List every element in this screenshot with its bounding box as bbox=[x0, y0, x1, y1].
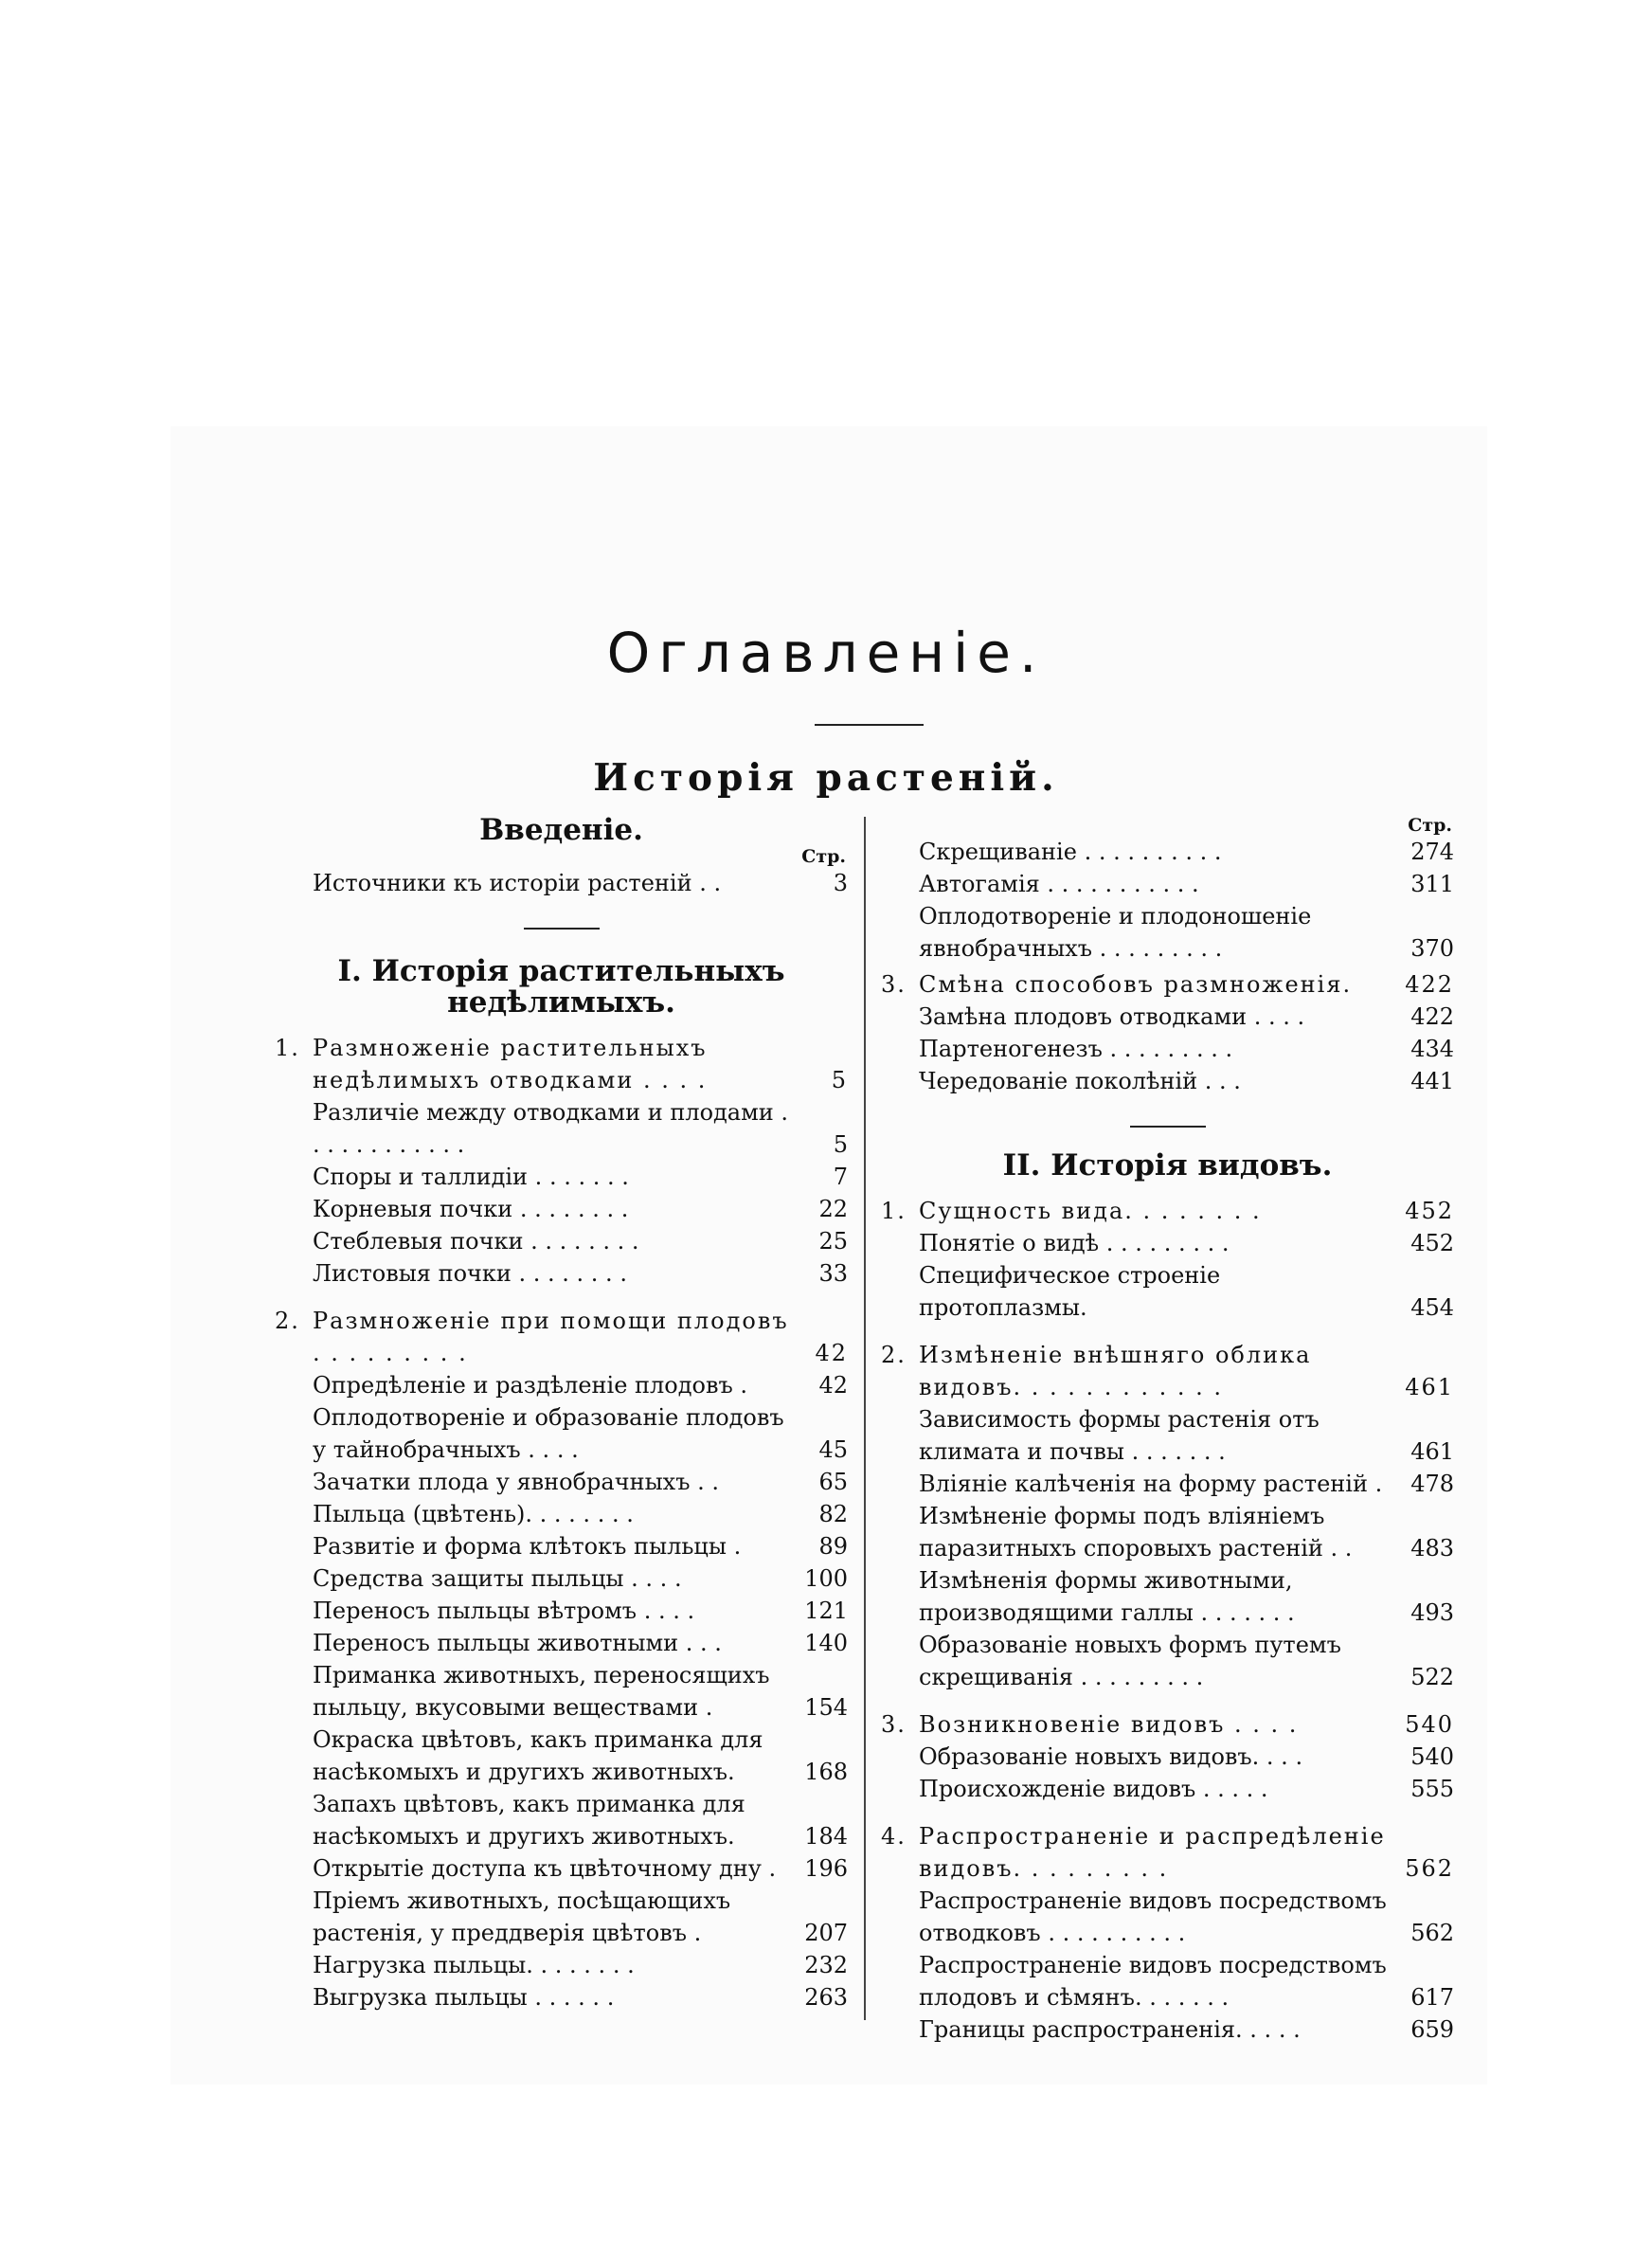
toc-entry bbox=[881, 1403, 1454, 1468]
section-1-heading bbox=[275, 956, 848, 1019]
toc-entry-title: Оплодотвореніе и плодоношеніе явнобрачныхъ . . . . . . . . . bbox=[919, 903, 1312, 962]
right-top-list bbox=[881, 836, 1454, 965]
toc-entry bbox=[275, 1724, 848, 1788]
toc-entry-page: 493 bbox=[1410, 1599, 1454, 1626]
toc-entry bbox=[275, 1193, 848, 1225]
toc-entry-title: Переносъ пыльцы животными . . . bbox=[313, 1630, 722, 1656]
toc-entry-number: 2. bbox=[275, 1308, 300, 1334]
toc-entry-title: Различіе между отводками и плодами . . . . . . . . . . . . bbox=[313, 1099, 789, 1158]
toc-entry-page: 82 bbox=[818, 1501, 848, 1527]
toc-entry bbox=[881, 836, 1454, 868]
toc-entry-page: 483 bbox=[1410, 1535, 1454, 1562]
intro-heading: Введеніе. bbox=[479, 813, 643, 847]
toc-entry-title: Приманка животныхъ, переносящихъ пыльцу, вкусовыми веществами . bbox=[313, 1662, 770, 1721]
toc-entry-number: 2. bbox=[881, 1342, 907, 1368]
toc-entry-page: 207 bbox=[804, 1920, 848, 1946]
toc-entry-page: 434 bbox=[1410, 1036, 1454, 1062]
toc-entry bbox=[881, 1741, 1454, 1773]
toc-entry bbox=[881, 900, 1454, 965]
toc-entry-page: 154 bbox=[804, 1694, 848, 1721]
toc-entry-page: 454 bbox=[1410, 1294, 1454, 1321]
title-rule bbox=[815, 724, 924, 726]
toc-entry-title: Распространеніе видовъ посредствомъ отводковъ . . . . . . . . . . bbox=[919, 1887, 1387, 1946]
toc-entry bbox=[881, 1195, 1454, 1227]
toc-entry-page: 441 bbox=[1410, 1068, 1454, 1094]
right-group-3 bbox=[881, 968, 1454, 1097]
toc-entry-page: 422 bbox=[1405, 971, 1454, 998]
intro-list bbox=[275, 867, 848, 899]
toc-entry-title: Границы распространенія. . . . . bbox=[919, 2016, 1301, 2043]
toc-entry-title: Пыльца (цвѣтень). . . . . . . . bbox=[313, 1501, 634, 1527]
toc-entry-title: Смѣна способовъ размноженія. bbox=[919, 971, 1353, 998]
toc-entry-title: Запахъ цвѣтовъ, какъ приманка для насѣкомыхъ и другихъ животныхъ. bbox=[313, 1791, 745, 1850]
toc-entry-page: 25 bbox=[818, 1228, 848, 1255]
toc-entry-page: 7 bbox=[833, 1164, 848, 1190]
toc-entry-page: 121 bbox=[804, 1598, 848, 1624]
toc-entry-page: 232 bbox=[804, 1952, 848, 1978]
toc-entry bbox=[881, 1001, 1454, 1033]
page-column-label: Стр. bbox=[801, 846, 846, 867]
toc-entry bbox=[881, 1820, 1454, 1885]
toc-entry-title: Стеблевыя почки . . . . . . . . bbox=[313, 1228, 639, 1255]
toc-entry bbox=[275, 1466, 848, 1498]
toc-entry-page: 555 bbox=[1410, 1776, 1454, 1802]
toc-entry-title: Оплодотвореніе и образованіе плодовъ у тайнобрачныхъ . . . . bbox=[313, 1404, 784, 1463]
toc-entry bbox=[275, 1032, 848, 1096]
toc-entry-page: 89 bbox=[818, 1533, 848, 1560]
page-title: Оглавленіе. bbox=[606, 621, 1046, 685]
toc-entry-title: Происхожденіе видовъ . . . . . bbox=[919, 1776, 1268, 1802]
toc-entry-page: 562 bbox=[1405, 1855, 1454, 1882]
section-1-heading-line1: I. Исторія растительныхъ bbox=[337, 954, 785, 988]
toc-entry bbox=[881, 1629, 1454, 1693]
page-column-label-right: Стр. bbox=[1408, 815, 1452, 836]
toc-entry-page: 263 bbox=[804, 1984, 848, 2011]
toc-entry bbox=[881, 1773, 1454, 1805]
toc-entry-title: Распространеніе видовъ посредствомъ плодовъ и сѣмянъ. . . . . . . bbox=[919, 1952, 1387, 2011]
toc-entry-page: 540 bbox=[1410, 1743, 1454, 1770]
toc-entry-title: Окраска цвѣтовъ, какъ приманка для насѣкомыхъ и другихъ животныхъ. bbox=[313, 1726, 763, 1785]
toc-entry bbox=[275, 1257, 848, 1290]
toc-entry bbox=[275, 1627, 848, 1659]
toc-entry-title: Размноженіе растительныхъ недѣлимыхъ отводками . . . . bbox=[313, 1035, 708, 1093]
toc-entry-title: Замѣна плодовъ отводками . . . . bbox=[919, 1003, 1305, 1030]
toc-entry bbox=[275, 1161, 848, 1193]
toc-entry-title: Выгрузка пыльцы . . . . . . bbox=[313, 1984, 615, 2011]
toc-entry-page: 311 bbox=[1410, 871, 1454, 897]
toc-entry-title: Образованіе новыхъ видовъ. . . . bbox=[919, 1743, 1303, 1770]
toc-entry-title: Возникновеніе видовъ . . . . bbox=[919, 1711, 1299, 1738]
toc-entry-title: Специфическое строеніе протоплазмы. bbox=[919, 1262, 1221, 1321]
toc-entry bbox=[275, 1401, 848, 1466]
toc-entry bbox=[275, 1096, 848, 1161]
toc-entry bbox=[275, 1885, 848, 1949]
right-groups bbox=[881, 1195, 1454, 2046]
toc-entry bbox=[881, 1259, 1454, 1324]
toc-entry-title: Листовыя почки . . . . . . . . bbox=[313, 1260, 627, 1287]
toc-entry-title: Скрещиваніе . . . . . . . . . . bbox=[919, 839, 1222, 865]
toc-entry-title: Средства защиты пыльцы . . . . bbox=[313, 1565, 682, 1592]
column-divider bbox=[864, 817, 866, 2020]
toc-entry-page: 65 bbox=[818, 1469, 848, 1495]
toc-entry-page: 461 bbox=[1405, 1374, 1454, 1400]
toc-entry-title: Измѣненія формы животными, производящими галлы . . . . . . . bbox=[919, 1567, 1295, 1626]
section-1-heading-line2: недѣлимыхъ. bbox=[447, 985, 675, 1020]
toc-entry-page: 370 bbox=[1410, 935, 1454, 962]
toc-entry-page: 33 bbox=[818, 1260, 848, 1287]
toc-entry-title: Пріемъ животныхъ, посѣщающихъ растенія, у преддверія цвѣтовъ . bbox=[313, 1887, 731, 1946]
toc-entry bbox=[881, 1949, 1454, 2013]
toc-entry bbox=[881, 1065, 1454, 1097]
toc-entry-title: Измѣненіе формы подъ вліяніемъ паразитныхъ споровыхъ растеній . . bbox=[919, 1503, 1353, 1562]
toc-entry-page: 196 bbox=[804, 1855, 848, 1882]
toc-entry-page: 562 bbox=[1410, 1920, 1454, 1946]
toc-entry-page: 659 bbox=[1410, 2016, 1454, 2043]
toc-entry bbox=[275, 1305, 848, 1369]
toc-entry-page: 22 bbox=[818, 1196, 848, 1222]
toc-entry-title: Чередованіе поколѣній . . . bbox=[919, 1068, 1241, 1094]
toc-entry bbox=[881, 1339, 1454, 1403]
right-column bbox=[881, 815, 1454, 2046]
toc-entry bbox=[881, 1885, 1454, 1949]
toc-entry-number: 4. bbox=[881, 1823, 907, 1850]
toc-entry-page: 45 bbox=[818, 1436, 848, 1463]
toc-entry-title: Переносъ пыльцы вѣтромъ . . . . bbox=[313, 1598, 695, 1624]
left-groups bbox=[275, 1032, 848, 2013]
toc-entry-title: Источники къ исторіи растеній . . bbox=[313, 870, 722, 896]
toc-entry-number: 3. bbox=[881, 971, 907, 998]
toc-entry-page: 540 bbox=[1405, 1711, 1454, 1738]
part-title: Исторія растеній. bbox=[593, 756, 1059, 800]
toc-entry bbox=[881, 1033, 1454, 1065]
toc-group bbox=[881, 1339, 1454, 1693]
toc-entry-title: Распространеніе и распредѣленіе видовъ. . . . . . . . . bbox=[919, 1823, 1386, 1882]
toc-entry-page: 168 bbox=[804, 1759, 848, 1785]
toc-entry bbox=[275, 1530, 848, 1562]
toc-entry bbox=[881, 1227, 1454, 1259]
toc-entry bbox=[881, 868, 1454, 900]
toc-entry-title: Нагрузка пыльцы. . . . . . . . bbox=[313, 1952, 635, 1978]
toc-entry-title: Опредѣленіе и раздѣленіе плодовъ . bbox=[313, 1372, 747, 1399]
left-column bbox=[275, 815, 848, 2013]
toc-entry-title: Партеногенезъ . . . . . . . . . bbox=[919, 1036, 1233, 1062]
toc-entry-page: 422 bbox=[1410, 1003, 1454, 1030]
toc-entry bbox=[275, 1788, 848, 1852]
toc-entry-page: 274 bbox=[1410, 839, 1454, 865]
toc-entry-page: 3 bbox=[833, 870, 848, 896]
toc-entry bbox=[275, 1595, 848, 1627]
toc-entry-number: 3. bbox=[881, 1711, 907, 1738]
toc-entry-title: Развитіе и форма клѣтокъ пыльцы . bbox=[313, 1533, 742, 1560]
toc-entry-page: 522 bbox=[1410, 1664, 1454, 1690]
toc-entry bbox=[275, 1659, 848, 1724]
toc-group bbox=[881, 1708, 1454, 1805]
toc-entry-page: 42 bbox=[815, 1340, 848, 1366]
toc-entry bbox=[881, 1708, 1454, 1741]
toc-entry-title: Зависимость формы растенія отъ климата и почвы . . . . . . . bbox=[919, 1406, 1320, 1465]
toc-entry-title: Открытіе доступа къ цвѣточному дну . bbox=[313, 1855, 777, 1882]
toc-entry-title: Сущность вида. . . . . . . . bbox=[919, 1198, 1262, 1224]
toc-entry-page: 42 bbox=[818, 1372, 848, 1399]
toc-entry bbox=[881, 2013, 1454, 2046]
toc-entry-title: Автогамія . . . . . . . . . . . bbox=[919, 871, 1199, 897]
toc-entry-page: 452 bbox=[1410, 1230, 1454, 1256]
toc-entry bbox=[275, 1369, 848, 1401]
toc-entry bbox=[275, 1949, 848, 1981]
toc-entry-page: 617 bbox=[1410, 1984, 1454, 2011]
toc-entry-number: 1. bbox=[275, 1035, 300, 1061]
toc-entry-page: 461 bbox=[1410, 1438, 1454, 1465]
toc-entry bbox=[881, 1564, 1454, 1629]
toc-entry-title: Споры и таллидіи . . . . . . . bbox=[313, 1164, 629, 1190]
toc-entry-number: 1. bbox=[881, 1198, 907, 1224]
toc-entry-page: 452 bbox=[1405, 1198, 1454, 1224]
toc-entry bbox=[881, 1468, 1454, 1500]
toc-entry bbox=[275, 1498, 848, 1530]
toc-group bbox=[881, 1820, 1454, 2046]
toc-entry-title: Размноженіе при помощи плодовъ . . . . . . . . . bbox=[313, 1308, 789, 1366]
toc-entry bbox=[275, 1562, 848, 1595]
toc-entry-page: 140 bbox=[804, 1630, 848, 1656]
toc-entry-title: Образованіе новыхъ формъ путемъ скрещиванія . . . . . . . . . bbox=[919, 1632, 1341, 1690]
toc-entry-page: 184 bbox=[804, 1823, 848, 1850]
toc-entry-title: Измѣненіе внѣшняго облика видовъ. . . . . . . . . . . . bbox=[919, 1342, 1312, 1400]
toc-entry-title: Понятіе о видѣ . . . . . . . . . bbox=[919, 1230, 1230, 1256]
toc-entry-page: 5 bbox=[831, 1067, 848, 1093]
toc-group bbox=[881, 1195, 1454, 1324]
toc-group bbox=[275, 1032, 848, 1290]
toc-entry-page: 100 bbox=[804, 1565, 848, 1592]
toc-entry bbox=[881, 968, 1454, 1001]
toc-entry bbox=[275, 1852, 848, 1885]
toc-entry-title: Корневыя почки . . . . . . . . bbox=[313, 1196, 629, 1222]
toc-entry-title: Вліяніе калѣченія на форму растеній . bbox=[919, 1471, 1383, 1497]
toc-entry-page: 478 bbox=[1410, 1471, 1454, 1497]
toc-entry-title: Зачатки плода у явнобрачныхъ . . bbox=[313, 1469, 719, 1495]
toc-entry bbox=[275, 1981, 848, 2013]
toc-entry bbox=[275, 1225, 848, 1257]
toc-entry-page: 5 bbox=[833, 1131, 848, 1158]
toc-group bbox=[275, 1305, 848, 2013]
toc-entry bbox=[881, 1500, 1454, 1564]
toc-entry bbox=[275, 867, 848, 899]
section-2-heading: II. Исторія видовъ. bbox=[1002, 1148, 1333, 1183]
